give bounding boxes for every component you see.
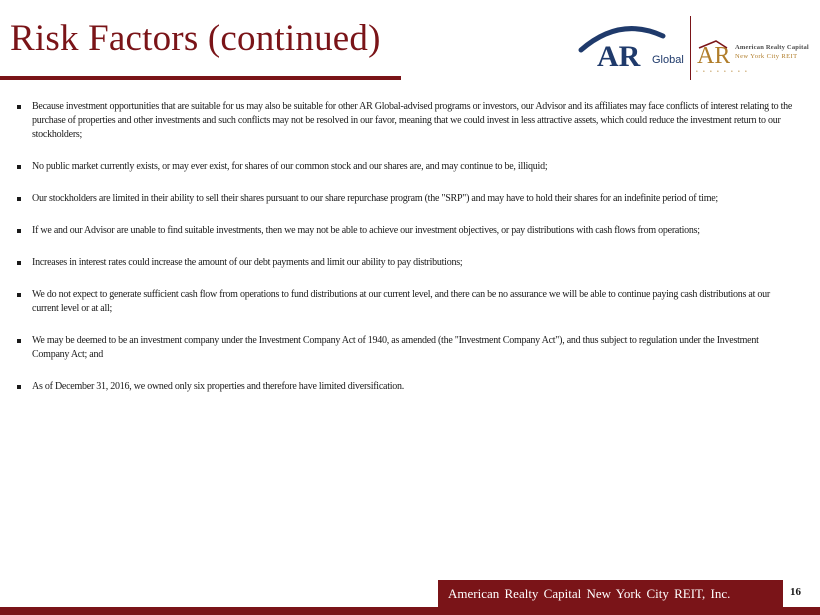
bullet-marker-icon [17,229,21,233]
footer-bar [0,607,820,615]
page-number: 16 [790,586,801,598]
footer-company: American Realty Capital New York City REIT, Inc. [448,586,731,601]
bullet-marker-icon [17,105,21,109]
risk-factor-list [17,100,797,412]
bullet-text: Because investment opportunities that are suitable for us may also be suitable for other AR Global-advised programs or investors, our Advisor and its affiliates may face conflicts of interest relating to the purchase of properties and other investments and such conflicts may not be resolved in our favor, meaning that we could invest in less attractive assets, which could reduce the investment return to our stockholders; [32,101,793,140]
bullet-text: We may be deemed to be an investment company under the Investment Company Act of 1940, as amended (the "Investment Company Act"), and thus subject to regulation under the Investment Company Act; and [32,335,759,360]
bullet-marker-icon [17,261,21,265]
bullet-text: As of December 31, 2016, we owned only six properties and therefore have limited diversification. [32,381,405,392]
list-item [17,192,797,206]
list-item [17,334,797,362]
arc-subtitle: New York City REIT [735,53,798,60]
bullet-marker-icon [17,197,21,201]
ar-global-word: Global [652,54,684,66]
bullet-marker-icon [17,385,21,389]
bullet-text: Increases in interest rates could increase the amount of our debt payments and limit our ability to pay distributions; [32,257,463,268]
list-item [17,288,797,316]
ar-global-logo-icon [575,14,690,76]
title-underline [0,76,401,80]
list-item [17,160,797,174]
bullet-text: Our stockholders are limited in their ability to sell their shares pursuant to our share repurchase program (the "SRP") and may have to hold their shares for an indefinite period of time; [32,193,718,204]
bullet-marker-icon [17,339,21,343]
bullet-marker-icon [17,165,21,169]
bullet-text: We do not expect to generate sufficient cash flow from operations to fund distributions at our current level, and there can be no assurance we will be able to continue paying cash distributions at our current level or at all; [32,289,770,314]
arc-logo-icon [696,38,730,68]
logo-divider [690,16,691,80]
bullet-marker-icon [17,293,21,297]
arc-letters: AR [697,43,730,68]
list-item [17,256,797,270]
logo-area [575,14,815,84]
arc-name: American Realty Capital [735,44,809,51]
list-item [17,380,797,394]
page-title: Risk Factors (continued) [10,18,381,59]
bullet-text: If we and our Advisor are unable to find suitable investments, then we may not be able to achieve our investment objectives, or pay distributions with cash flows from operations; [32,225,700,236]
list-item [17,224,797,238]
ar-global-letters: AR [597,40,641,73]
footer-box [438,580,783,607]
bullet-text: No public market currently exists, or may ever exist, for shares of our common stock and our shares are, and may continue to be, illiquid; [32,161,548,172]
arc-dots-decoration: • • • • • • • • [696,70,749,75]
list-item [17,100,797,142]
